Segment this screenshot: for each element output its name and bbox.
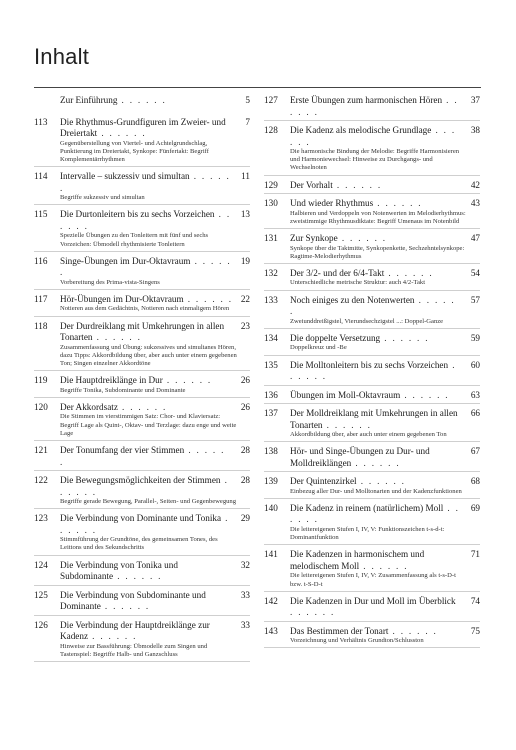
toc-entry-title: Die Kadenzen in harmonischem und melodischem Moll . . . . . . [290,549,425,571]
toc-entry[interactable] [264,295,480,329]
toc-entry-page: 60 [470,359,480,370]
toc-entry-description: Synkope über die Taktmitte, Synkopenkette, Sechzehntelsynkope: Ragtime-Melodierhythmus [290,244,465,260]
toc-entry-page: 13 [240,209,250,220]
toc-entry-description: Einbezug aller Dur- und Molltonarten und der Kadenzfunktionen [290,487,462,495]
toc-entry[interactable] [34,560,250,586]
toc-entry[interactable] [34,209,250,251]
toc-entry-number: 114 [34,171,48,182]
toc-entry[interactable] [264,596,480,622]
toc-entry-title: Die Kadenz in reinem (natürlichem) Moll . . . . . . [290,502,460,525]
toc-entry-title: Der Vorhalt . . . . . . [290,179,382,190]
toc-entry-number: 122 [34,475,48,486]
toc-entry-page: 66 [470,408,480,419]
dot-leader: . . . . . . [290,125,456,147]
toc-entry-title: Der Quintenzirkel . . . . . . [290,476,406,487]
dot-leader: . . . . . . [290,95,459,117]
toc-entry[interactable] [34,513,250,555]
dot-leader: . . . . . . [359,560,409,571]
toc-entry-title: Singe-Übungen im Dur-Oktavraum . . . . . . [60,255,232,278]
toc-entry-number: 133 [264,294,278,305]
toc-entry-title: Die Hauptdreiklänge in Dur . . . . . . [60,375,212,386]
toc-entry-description: Notieren aus dem Gedächtnis, Notieren nach einmaligem Hören [60,305,230,313]
toc-entry-page: 19 [240,255,250,266]
toc-entry-page: 63 [470,389,480,400]
toc-entry-title: Intervalle – sukzessiv und simultan . . . . . . [60,171,231,193]
dot-leader: . . . . . . [290,294,456,317]
toc-entry-title: Die Verbindung von Dominante und Tonika . . . . . . [60,513,230,535]
toc-column-right [264,95,480,652]
toc-entry[interactable] [264,503,480,545]
toc-entry-page: 43 [470,198,480,209]
toc-entry-number: 118 [34,320,48,331]
toc-entry-title: Die Durtonleitern bis zu sechs Vorzeichen . . . . . . [60,209,231,231]
toc-entry[interactable] [264,268,480,291]
dot-leader: . . . . . . [351,457,401,468]
dot-leader: . . . . . . [290,502,460,525]
toc-entry-title: Die Verbindung der Hauptdreiklänge zur Kadenz . . . . . . [60,619,210,642]
toc-entry-title: Die doppelte Versetzung . . . . . . [290,332,430,343]
toc-entry-title: Der Akkordsatz . . . . . . [60,401,168,412]
toc-entry[interactable] [264,446,480,472]
toc-entry-number: 135 [264,359,278,370]
toc-column-left [34,95,250,666]
dot-leader: . . . . . . [384,267,434,278]
toc-entry-page: 67 [470,446,480,457]
toc-entry[interactable] [264,125,480,176]
toc-entry[interactable] [264,626,480,649]
toc-entry-number: 132 [264,267,278,278]
dot-leader: . . . . . . [322,419,372,430]
toc-entry-description: Halbieren und Verdoppeln von Notenwerten im Melodierhythmus: zweistimmige Rhythmusdiktate: Begriff Umenaus im Notenbild [290,209,466,225]
toc-entry-description: Begriffe sukzessiv und simultan [60,194,145,202]
toc-entry-title: Zur Synkope . . . . . . [290,233,387,244]
toc-entry-number: 143 [264,625,278,636]
dot-leader: . . . . . . [162,375,212,386]
toc-entry-number: 128 [264,125,278,135]
toc-entry-title: Hör-Übungen im Dur-Oktavraum . . . . . . [60,293,233,304]
dot-leader: . . . . . . [60,209,231,231]
toc-entry-description: Zusammenfassung und Übung: sukzessives und simultanes Hören, dazu Tipps: Akkordbildung über, aber auch unter einem gegebenen Ton; Singen einzelner Akkordtöne [60,343,237,368]
toc-entry-title: Das Bestimmen der Tonart . . . . . . [290,625,438,636]
dot-leader: . . . . . . [60,513,230,535]
toc-entry-title: Der Tonumfang der vier Stimmen . . . . . . [60,445,226,467]
toc-entry-page: 38 [470,125,480,135]
toc-entry-number: 127 [264,95,278,105]
toc-entry-page: 71 [470,549,480,560]
toc-entry[interactable] [264,549,480,591]
toc-entry[interactable] [264,360,480,386]
toc-entry-page: 7 [245,116,250,127]
page-title: Inhalt [34,44,90,69]
toc-entry-page: 22 [240,293,250,304]
toc-entry-number: 117 [34,293,48,304]
toc-entry-page: 75 [470,625,480,636]
toc-entry-page: 33 [240,589,250,600]
toc-entry-number: 139 [264,476,278,487]
toc-entry-description: Akkordbildung über, aber auch unter einem gegebenen Ton [290,431,447,439]
toc-entry-description: Die leitereigenen Stufen I, IV, V: Zusammenfassung als t-s-D-t bzw. t-S-D-t [290,572,456,588]
toc-entry-number: 125 [34,589,48,600]
toc-entry-number: 142 [264,595,278,606]
toc-entry-page: 11 [241,171,250,182]
toc-entry-number: 126 [34,619,48,630]
dot-leader: . . . . . . [60,475,229,497]
toc-entry-number: 134 [264,332,278,343]
toc-entry-number: 129 [264,179,278,190]
toc-entry-title: Hör- und Singe-Übungen zu Dur- und Molldreiklängen . . . . . . [290,446,430,468]
toc-entry-title: Zur Einführung . . . . . . [60,95,167,105]
toc-entry-title: Die Molltonleitern bis zu sechs Vorzeichen . . . . . . [290,359,457,382]
toc-entry-page: 69 [470,502,480,513]
toc-entry[interactable] [34,294,250,317]
toc-entry-description: Begriffe Tonika, Subdominante und Dominante [60,386,186,394]
toc-entry-title: Die Kadenzen in Dur und Moll im Überblick . . . . . . [290,595,456,618]
toc-entry-number: 140 [264,502,278,513]
toc-entry-number: 120 [34,401,48,412]
toc-entry-number: 136 [264,389,278,400]
toc-entry[interactable] [264,198,480,229]
toc-entry-title: Die Verbindung von Tonika und Subdominante . . . . . . [60,559,178,582]
toc-entry-page: 5 [245,95,250,105]
toc-entry[interactable] [34,402,250,441]
toc-entry-number: 115 [34,209,48,220]
dot-leader: . . . . . . [380,332,430,343]
toc-entry-number: 124 [34,559,48,570]
toc-entry[interactable] [264,476,480,499]
toc-entry-description: Die Stimmen im vierstimmigen Satz: Chor- und Klaviersatz: Begriff Lage als Quint-, Oktav- und Terzlage: dazu enge und weite Lage [60,413,237,437]
toc-entry[interactable] [264,180,480,195]
dot-leader: . . . . . . [117,401,168,412]
toc-entry-number: 113 [34,116,48,127]
dot-leader: . . . . . . [183,293,233,304]
title-rule [34,87,481,88]
toc-entry[interactable] [34,256,250,290]
toc-entry-page: 23 [240,320,250,331]
toc-entry-title: Übungen im Moll-Oktavraum . . . . . . [290,389,450,400]
toc-entry-page: 32 [240,559,250,570]
toc-entry[interactable] [34,171,250,205]
dot-leader: . . . . . . [290,359,457,382]
toc-entry[interactable] [34,620,250,662]
dot-leader: . . . . . . [60,445,226,467]
toc-entry-number: 130 [264,198,278,209]
toc-entry-description: Stimmführung der Grundtöne, des gemeinsamen Tones, des Leittons und des Sekundschritts [60,536,218,552]
toc-entry[interactable] [34,95,250,110]
toc-entry-page: 47 [470,233,480,244]
toc-entry-title: Und wieder Rhythmus . . . . . . [290,198,423,209]
toc-entry-page: 59 [470,332,480,343]
toc-entry-description: Doppelkreuz und -Be [290,344,347,352]
toc-entry-page: 68 [470,476,480,487]
dot-leader: . . . . . . [60,255,232,278]
toc-entry-page: 42 [470,179,480,190]
toc-entry-page: 54 [470,267,480,278]
toc-entry-number: 131 [264,233,278,244]
dot-leader: . . . . . . [337,233,387,244]
toc-entry-description: Die leitereigenen Stufen I, IV, V: Funktionszeichen t-s-d-t: Dominantfunktion [290,525,445,542]
dot-leader: . . . . . . [388,625,438,636]
toc-entry-number: 123 [34,513,48,524]
toc-entry-title: Die Bewegungsmöglichkeiten der Stimmen . . . . . . [60,475,229,497]
toc-entry-title: Noch einiges zu den Notenwerten . . . . . . [290,294,456,317]
toc-entry[interactable] [264,408,480,442]
toc-entry-page: 29 [240,513,250,524]
toc-entry-description: Vorzeichnung und Verhältnis Grundton/Schlusston [290,637,424,645]
dot-leader: . . . . . . [92,332,142,343]
toc-entry-description: Spezielle Übungen zu den Tonleitern mit fünf und sechs Vorzeichen: Übmodell rhythmisierte Tonleitern [60,232,209,248]
toc-entry-title: Der Molldreiklang mit Umkehrungen in allen Tonarten . . . . . . [290,408,458,430]
toc-entry-page: 57 [470,294,480,305]
toc-entry-number: 119 [34,375,48,386]
dot-leader: . . . . . . [290,607,336,618]
dot-leader: . . . . . . [60,171,231,193]
toc-entry-page: 26 [240,375,250,386]
toc-entry-description: Hinweise zur Bassführung: Übmodelle zum Singen und Tastenspiel: Begriffe Halb- und Ganzschluss [60,642,208,658]
toc-entry-number: 121 [34,445,48,456]
toc-entry-page: 33 [240,619,250,630]
toc-entry[interactable] [34,375,250,398]
toc-entry-page: 26 [240,401,250,412]
toc-entry-page: 74 [470,595,480,606]
dot-leader: . . . . . . [88,631,138,642]
toc-entry-number: 116 [34,255,48,266]
toc-entry-description: Gegenüberstellung von Viertel- und Achtelgrundschlag, Punktierung im Dreiertakt, Synkope: Fünfertakt: Begriff Komplementärrhythmen [60,139,209,163]
toc-entry-description: Zweiunddreißigstel, Vierundsechzigstel ...: Doppel-Ganze [290,317,444,325]
toc-entry[interactable] [34,117,250,168]
toc-entry-description: Unterschiedliche metrische Struktur: auch 4/2-Takt [290,279,426,287]
toc-entry-page: 28 [240,475,250,486]
toc-entry-number: 137 [264,408,278,419]
toc-entry[interactable] [264,333,480,356]
toc-entry-description: Vorbereitung des Prima-vista-Singens [60,278,160,286]
toc-entry[interactable] [264,233,480,264]
toc-entry-description: Die harmonische Bindung der Melodie: Begriffe Harmonisieren und Harmoniewechsel: Hinweise zu Durchgangs- und Wechselnoten [290,148,460,172]
toc-entry-title: Die Kadenz als melodische Grundlage . . . . . . [290,125,456,147]
toc-entry-title: Die Verbindung von Subdominante und Dominante . . . . . . [60,589,206,612]
toc-entry-number: 138 [264,446,278,457]
toc-entry[interactable] [34,590,250,616]
toc-entry-title: Die Rhythmus-Grundfiguren im Zweier- und Dreiertakt . . . . . . [60,116,226,138]
toc-entry-description: Begriffe gerade Bewegung, Parallel-, Seiten- und Gegenbewegung [60,498,237,506]
dot-leader: . . . . . . [332,179,382,190]
toc-entry-number: 141 [264,549,278,560]
toc-entry[interactable] [34,445,250,471]
toc-entry[interactable] [264,95,480,121]
dot-leader: . . . . . . [356,476,406,487]
toc-entry-title: Erste Übungen zum harmonischen Hören . . . . . . [290,95,459,117]
dot-leader: . . . . . . [100,601,150,612]
toc-entry-title: Der 3/2- und der 6/4-Takt . . . . . . [290,267,434,278]
dot-leader: . . . . . . [113,571,163,582]
toc-entry-page: 28 [240,445,250,456]
dot-leader: . . . . . . [373,198,423,209]
toc-entry-page: 37 [470,95,480,105]
toc-entry[interactable] [264,390,480,405]
toc-entry[interactable] [34,475,250,509]
toc-entry-title: Der Durdreiklang mit Umkehrungen in allen Tonarten . . . . . . [60,320,225,343]
dot-leader: . . . . . . [97,128,147,138]
dot-leader: . . . . . . [400,389,450,400]
toc-entry[interactable] [34,321,250,372]
dot-leader: . . . . . . [117,95,167,105]
